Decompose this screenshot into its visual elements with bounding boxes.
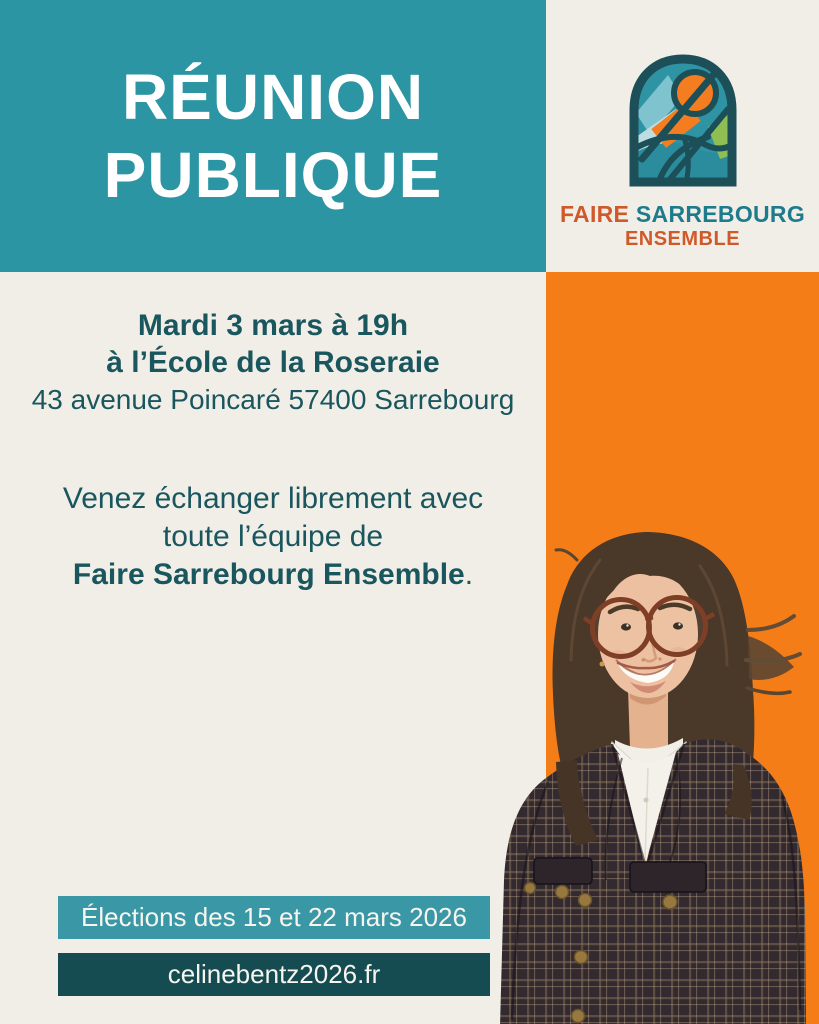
brand-name-line bbox=[546, 201, 819, 228]
event-date-time: Mardi 3 mars à 19h bbox=[137, 309, 409, 342]
event-details bbox=[0, 307, 546, 418]
invite-period: . bbox=[464, 558, 474, 591]
poster-title bbox=[104, 58, 443, 214]
website-banner bbox=[58, 953, 490, 996]
website-url: celinebentz2026.fr bbox=[167, 959, 381, 989]
candidate-portrait-photo bbox=[440, 515, 819, 1024]
title-block bbox=[0, 0, 546, 272]
elections-banner bbox=[58, 896, 490, 939]
event-location: à l’École de la Roseraie bbox=[106, 346, 440, 379]
title-line-2: PUBLIQUE bbox=[103, 139, 443, 211]
invite-line-2: toute l’équipe de bbox=[162, 520, 384, 553]
elections-banner-label: Élections des 15 et 22 mars 2026 bbox=[81, 902, 467, 932]
brand-block bbox=[546, 0, 819, 272]
earring bbox=[600, 662, 605, 667]
stained-glass-window-logo bbox=[628, 53, 738, 188]
brand-word-faire: FAIRE bbox=[559, 201, 630, 227]
invite-line-1: Venez échanger librement avec bbox=[62, 482, 484, 515]
brand-word-ensemble: ENSEMBLE bbox=[624, 228, 741, 250]
brand-word-sarrebourg: SARREBOURG bbox=[635, 201, 806, 227]
invite-team-name: Faire Sarrebourg Ensemble bbox=[72, 558, 465, 591]
title-line-1: RÉUNION bbox=[121, 61, 425, 133]
event-address: 43 avenue Poincaré 57400 Sarrebourg bbox=[31, 384, 515, 415]
